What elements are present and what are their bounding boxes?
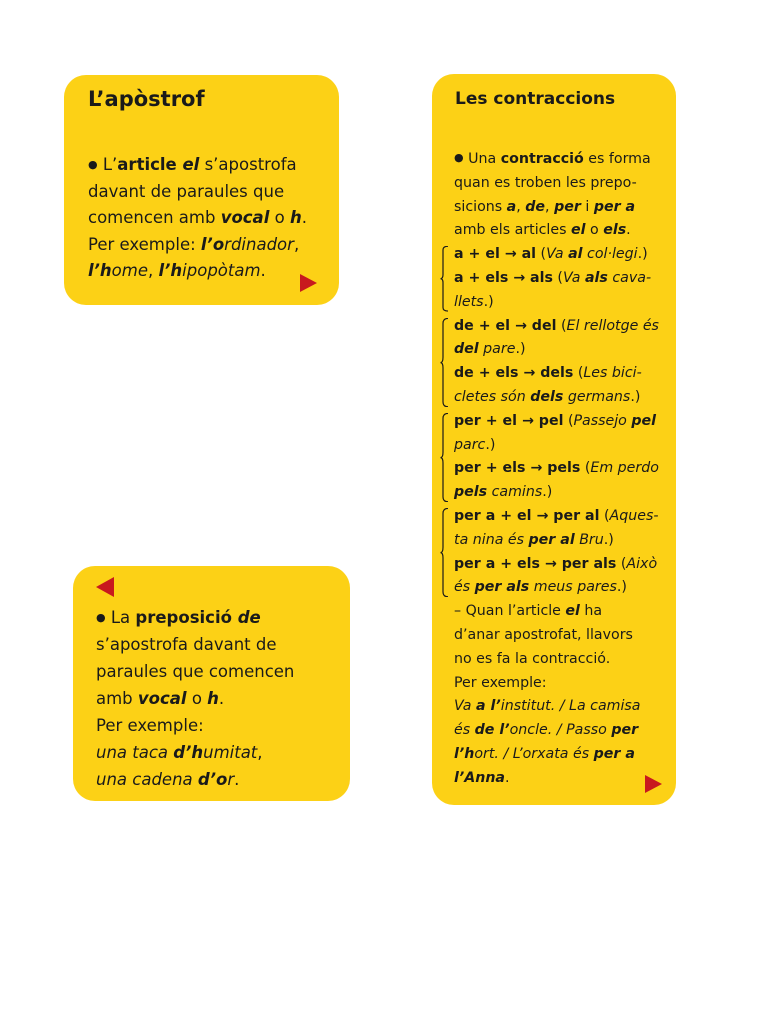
contraction-group [454, 243, 668, 314]
article-el-rule [88, 152, 329, 285]
text-segment: d’o [197, 770, 228, 789]
text-segment: per a + el → per al [454, 507, 600, 524]
text-segment: .) [485, 436, 496, 453]
text-segment: pare [478, 341, 516, 358]
text-segment: vocal [220, 208, 270, 228]
text-segment: dels [530, 388, 564, 405]
text-line [454, 219, 668, 243]
text-line [96, 658, 340, 685]
text-segment: ( [573, 365, 584, 382]
text-segment: Per exemple: [88, 234, 201, 254]
apostrophe-card [64, 75, 339, 305]
text-line [454, 267, 668, 291]
text-segment: h [207, 689, 219, 708]
text-segment: o [585, 222, 604, 239]
text-segment: umitat [203, 743, 258, 762]
text-segment: ( [563, 412, 574, 429]
text-segment: meus pares [529, 579, 617, 596]
text-segment: davant de paraules que [88, 181, 285, 201]
text-line [88, 205, 329, 232]
text-segment: llets [454, 293, 484, 310]
text-line [454, 743, 668, 767]
text-segment: h [289, 208, 302, 228]
text-segment: una cadena [96, 770, 198, 789]
text-segment: quan es troben les prepo- [454, 174, 637, 191]
contractions-intro [454, 146, 668, 243]
text-segment: . [260, 261, 266, 281]
text-segment: Va [454, 698, 477, 715]
text-line [454, 576, 668, 600]
text-segment: ( [616, 555, 627, 572]
text-segment: Això [626, 555, 658, 572]
text-segment: .) [637, 246, 648, 263]
text-segment: ( [552, 269, 563, 286]
text-line [454, 338, 668, 362]
text-segment: a l’ [476, 698, 501, 715]
text-segment: o [186, 689, 208, 708]
text-line [454, 648, 668, 672]
text-segment: al [568, 246, 583, 263]
text-segment: .) [515, 341, 526, 358]
text-segment: Em perdo [590, 460, 659, 477]
brace-icon [440, 246, 449, 311]
text-segment: l’o [200, 234, 225, 254]
next-triangle-icon[interactable] [300, 274, 317, 292]
brace-icon [440, 318, 449, 407]
text-segment: Passejo [573, 412, 632, 429]
text-line [454, 481, 668, 505]
text-segment: el [565, 603, 580, 620]
text-segment: ( [580, 460, 591, 477]
text-segment: ipopòtam [182, 261, 261, 281]
text-segment: L’ [97, 155, 118, 174]
text-segment: amb els articles [454, 222, 572, 239]
text-segment: rdinador [224, 234, 294, 254]
text-segment: col·legi [582, 246, 638, 263]
text-segment: . [301, 208, 307, 228]
text-segment: .) [616, 579, 627, 596]
text-segment: , [257, 743, 263, 762]
bullet-icon: ● [96, 611, 106, 624]
text-segment: parc [454, 436, 486, 453]
text-segment: .) [603, 531, 614, 548]
text-segment: pel [631, 412, 657, 429]
text-line [96, 631, 340, 658]
text-segment: . [626, 222, 631, 239]
text-line [454, 457, 668, 481]
prev-triangle-icon[interactable] [96, 577, 114, 597]
text-segment: del [454, 341, 479, 358]
text-line [454, 386, 668, 410]
text-segment: institut. / La camisa [500, 698, 641, 715]
text-segment: a + els → als [454, 269, 553, 286]
text-segment: per a + els → per als [454, 555, 617, 572]
text-line [454, 600, 668, 624]
text-segment: , [516, 198, 526, 215]
text-segment: paraules que comencen [96, 662, 295, 681]
contractions-groups [454, 243, 668, 600]
text-segment: cletes són [454, 388, 531, 405]
text-segment: pels [454, 484, 488, 501]
text-line [454, 410, 668, 434]
text-segment: Les bici- [583, 365, 642, 382]
text-line [88, 152, 329, 179]
text-line [454, 362, 668, 386]
text-segment: s’apostrofa davant de [96, 635, 277, 654]
text-segment: no es fa la contracció. [454, 650, 611, 667]
text-line [454, 719, 668, 743]
next-triangle-icon[interactable] [645, 775, 662, 793]
text-segment: , [545, 198, 555, 215]
text-line [96, 685, 340, 712]
text-segment: d’h [173, 743, 204, 762]
text-line [88, 258, 329, 285]
contraction-group [454, 505, 668, 600]
text-segment: o [269, 208, 290, 228]
text-segment: amb [96, 689, 138, 708]
contractions-body [454, 146, 668, 791]
text-segment: oncle. / Passo [509, 722, 612, 739]
contraction-group [454, 410, 668, 505]
text-segment: i [580, 198, 594, 215]
text-segment: Va [562, 269, 585, 286]
text-line [454, 243, 668, 267]
text-segment: camins [487, 484, 543, 501]
text-segment: . [218, 689, 225, 708]
text-segment: La [105, 608, 136, 627]
text-segment: per [554, 198, 581, 215]
text-segment: per [611, 722, 639, 739]
text-segment: El rellotge és [566, 317, 659, 334]
contraction-group [454, 315, 668, 410]
text-segment: Per exemple: [454, 674, 547, 691]
contractions-card [432, 74, 676, 805]
text-segment: . [234, 770, 240, 789]
text-line [454, 553, 668, 577]
text-line [454, 291, 668, 315]
text-segment: sicions [454, 198, 507, 215]
text-segment: l’Anna [454, 769, 506, 786]
text-segment: per + el → pel [454, 412, 564, 429]
text-segment: ta nina és [454, 531, 529, 548]
text-line [454, 767, 668, 791]
text-line [96, 739, 340, 766]
text-segment: l’h [88, 261, 112, 281]
text-segment: per + els → pels [454, 460, 581, 477]
text-segment: d’anar apostrofat, llavors [454, 626, 633, 643]
text-segment: preposició [135, 608, 238, 627]
text-line [454, 695, 668, 719]
text-segment: el [571, 222, 586, 239]
text-segment: .) [542, 484, 553, 501]
text-segment: els [603, 222, 627, 239]
bullet-icon: ● [88, 158, 98, 171]
text-segment: ( [599, 507, 610, 524]
contractions-exception [454, 600, 668, 790]
text-segment: ha [579, 603, 603, 620]
text-segment: Una [463, 151, 501, 167]
text-segment: s’apostrofa [199, 155, 297, 174]
preposition-de-card [73, 566, 350, 801]
text-line [454, 434, 668, 458]
card-title-apostrof: L’apòstrof [88, 87, 205, 111]
text-line [454, 146, 668, 172]
brace-icon [440, 508, 449, 597]
bullet-icon: ● [454, 151, 464, 164]
text-line [88, 232, 329, 259]
text-segment: comencen amb [88, 208, 221, 228]
text-line [454, 196, 668, 220]
text-segment: per a [593, 198, 636, 215]
text-segment: ort. / L’orxata és [474, 745, 594, 762]
text-segment: contracció [500, 151, 584, 167]
text-segment: de [237, 608, 261, 627]
text-segment: per als [474, 579, 530, 596]
text-segment: cava- [607, 269, 652, 286]
text-segment: vocal [137, 689, 187, 708]
text-line [96, 604, 340, 631]
text-segment: Aques- [609, 507, 659, 524]
text-line [454, 172, 668, 196]
text-segment: als [584, 269, 608, 286]
text-segment: de + el → del [454, 317, 557, 334]
text-segment: Per exemple: [96, 716, 204, 735]
text-segment: el [182, 155, 200, 174]
preposition-de-rule [96, 604, 340, 793]
text-segment: , [293, 234, 300, 254]
text-segment: una taca [96, 743, 174, 762]
text-line [454, 505, 668, 529]
text-segment: de l’ [474, 722, 510, 739]
text-segment: es forma [583, 151, 651, 167]
text-line [88, 179, 329, 206]
text-segment: article [117, 155, 183, 174]
text-segment: per al [528, 531, 575, 548]
text-segment: és [454, 722, 475, 739]
text-segment: ( [556, 317, 567, 334]
text-segment: , [148, 261, 159, 281]
text-segment: germans [563, 388, 631, 405]
text-segment: l’h [454, 745, 475, 762]
text-segment: l’h [158, 261, 183, 281]
text-segment: a [506, 198, 517, 215]
card-title-contraccions: Les contraccions [455, 89, 616, 109]
text-line [454, 624, 668, 648]
text-segment: Va [546, 246, 569, 263]
text-segment: .) [483, 293, 494, 310]
text-segment: és [454, 579, 475, 596]
text-line [454, 315, 668, 339]
text-line [96, 712, 340, 739]
text-segment: per a [593, 745, 635, 762]
text-segment: ( [536, 246, 547, 263]
text-segment: .) [630, 388, 641, 405]
text-segment: de + els → dels [454, 365, 574, 382]
text-line [454, 672, 668, 696]
text-segment: . [505, 769, 510, 786]
text-segment: r [227, 770, 235, 789]
text-segment: a + el → al [454, 246, 537, 263]
text-line [96, 766, 340, 793]
brace-icon [440, 413, 449, 502]
text-segment: ome [111, 261, 148, 281]
text-segment: de [525, 198, 546, 215]
text-segment: – Quan l’article [454, 603, 566, 620]
text-line [454, 529, 668, 553]
text-segment: Bru [574, 531, 604, 548]
